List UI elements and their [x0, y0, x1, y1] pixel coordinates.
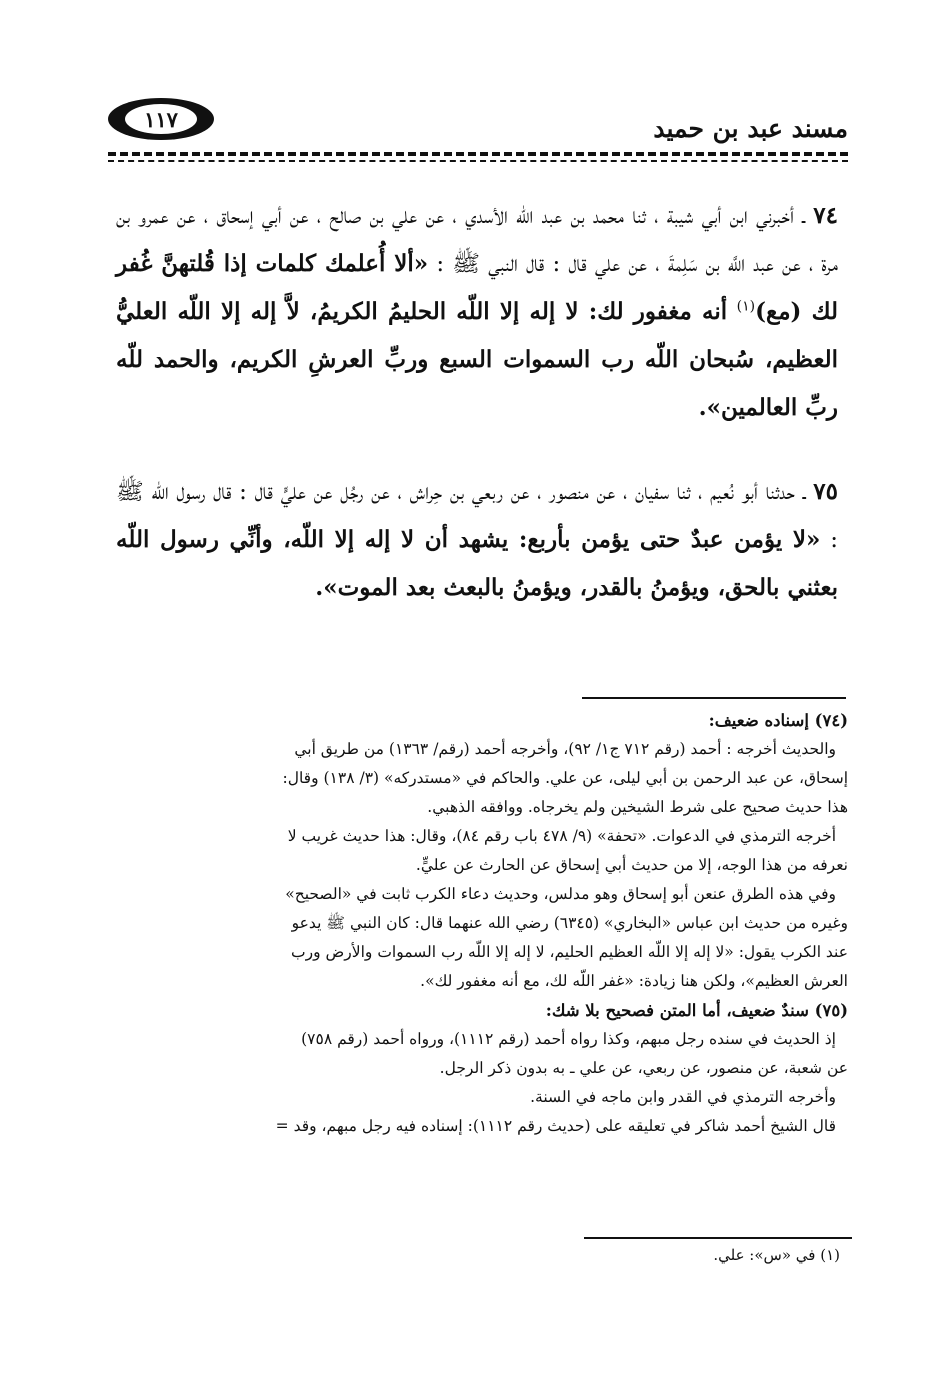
hadith-matn: «ألا أُعلمك كلمات إذا قُلتهنَّ غُفر لك (مع) [116, 250, 839, 325]
hadith-isnad: ـ أخبرني ابن أبي شيبة ، ثنا محمد بن عبد الله الأسدي ، عن علي بن صالح ، عن أبي إسحاق ، عن عمرو بن مرة ، عن عبد اللَّه بن سَلِمةَ ، عن علي قال : قال النبي ﷺ : [116, 203, 838, 277]
note-line: إسحاق، عن عبد الرحمن بن أبي ليلى، عن علي. والحاكم في «مستدركه» (٣/ ١٣٨) وقال: [282, 769, 848, 787]
note-line: قال الشيخ أحمد شاكر في تعليقه على (حديث رقم ١١١٢): إسناده فيه رجل مبهم، وقد = [275, 1117, 836, 1135]
note-line: إذ الحديث في سنده رجل مبهم، وكذا رواه أحمد (رقم ١١١٢)، ورواه أحمد (رقم ٧٥٨) [301, 1030, 836, 1048]
hadith-matn-continued: أنه مغفور لك: لا إله إلا اللّه الحليمُ الكريمُ، لاَّ إله إلا اللّه العليُّ العظيم، سُبحان اللّه رب السموات السبع وربِّ العرشِ الكريم، والحمد للّه ربِّ العالمين». [116, 298, 838, 421]
page-number: ١١٧ [125, 104, 197, 134]
note-line: هذا حديث صحيح على شرط الشيخين ولم يخرجاه. ووافقه الذهبي. [427, 798, 848, 816]
note-line: نعرفه من هذا الوجه، إلا من حديث أبي إسحاق عن الحارث عن عليٍّ. [415, 856, 848, 874]
notes-divider [582, 697, 846, 699]
header-divider-top [108, 152, 848, 156]
hadith-74 [116, 192, 838, 432]
note-line: وفي هذه الطرق عنعن أبو إسحاق وهو مدلس، وحديث دعاء الكرب ثابت في «الصحيح» [285, 885, 836, 903]
note-line: أخرجه الترمذي في الدعوات. «تحفة» (٩/ ٤٧٨ باب رقم ٨٤)، وقال: هذا حديث غريب لا [287, 827, 836, 845]
hadith-number: ٧٥ [813, 478, 839, 505]
page-number-badge [108, 98, 214, 140]
note-line: عند الكرب يقول: «لا إله إلا اللّه العظيم الحليم، لا إله إلا اللّه رب السموات والأرض ورب [291, 943, 848, 961]
footnote-marker: (١) [736, 298, 756, 315]
book-title: مسند عبد بن حميد [653, 114, 848, 143]
note-heading: (٧٥) سندٌ ضعيف، أما المتن فصحيح بلا شك: [545, 1001, 848, 1020]
note-line: العرش العظيم»، ولكن هنا زيادة: «غفر اللّه لك، مع أنه مغفور لك». [420, 972, 848, 990]
commentary-notes [104, 706, 848, 1141]
hadith-number: ٧٤ [813, 202, 839, 229]
note-line: وأخرجه الترمذي في القدر وابن ماجه في السنة. [530, 1088, 836, 1106]
hadith-matn: «لا يؤمن عبدٌ حتى يؤمن بأربع: يشهد أن لا إله إلا اللّه، وأنِّي رسول اللّه بعثني بالحق، ويؤمنُ بالقدر، ويؤمنُ بالبعث بعد الموت». [116, 526, 838, 601]
hadith-isnad: ـ حدثنا أبو نُعيم ، ثنا سفيان ، عن منصور ، عن ربعي بن حِراش ، عن رجُل عن عليٍّ قال : قال رسول اللّه ﷺ : [116, 479, 838, 553]
footnote: (١) في «س»: علي. [713, 1246, 840, 1264]
note-line: وغيره من حديث ابن عباس «البخاري» (٦٣٤٥) رضي الله عنهما قال: كان النبي ﷺ يدعو [291, 914, 848, 932]
header-divider-bottom [108, 160, 848, 162]
note-line: والحديث أخرجه : أحمد (رقم ٧١٢ ج١/ ٩٢)، وأخرجه أحمد (رقم/ ١٣٦٣) من طريق أبي [294, 740, 836, 758]
hadith-75 [116, 468, 838, 612]
footnote-divider [584, 1237, 852, 1239]
note-line: عن شعبة، عن منصور، عن ربعي، عن علي ـ به بدون ذكر الرجل. [439, 1059, 848, 1077]
page-header [108, 92, 848, 152]
note-heading: (٧٤) إسناده ضعيف: [708, 711, 848, 730]
